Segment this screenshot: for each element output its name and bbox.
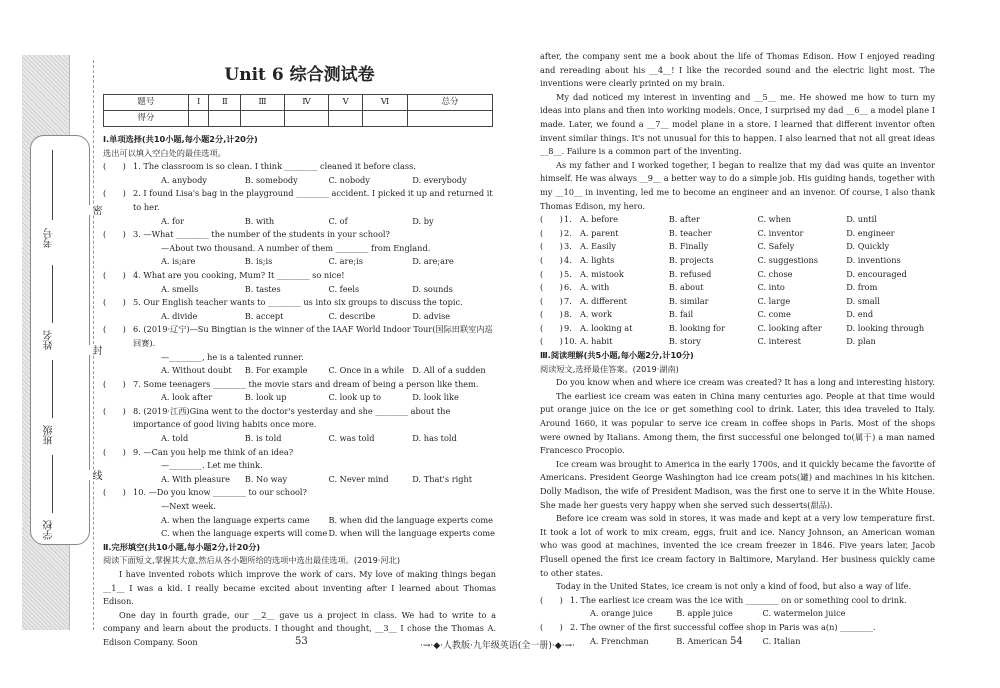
option[interactable]: D. encouraged <box>846 268 907 279</box>
option[interactable]: D. from <box>846 282 878 293</box>
cloze-option-row <box>540 322 935 336</box>
answer-paren[interactable]: ( ) <box>540 268 563 279</box>
cut-mark-xian: 线 <box>90 470 101 480</box>
score-header-cell: Ⅲ <box>241 95 284 111</box>
answer-paren[interactable]: ( ) <box>103 487 126 498</box>
question-item <box>103 187 496 214</box>
options-row <box>103 174 496 188</box>
option[interactable]: D. look like <box>412 392 459 403</box>
question-item <box>103 323 496 350</box>
option[interactable]: A. orange juice <box>590 608 653 619</box>
option[interactable]: A. Easily <box>580 241 617 252</box>
question-stem: 7. Some teenagers ________ the movie stars and dream of being a person like them. <box>133 378 479 389</box>
option[interactable]: C. when the language experts will come <box>161 528 328 539</box>
line-exam-number <box>52 150 53 220</box>
question-number: 9. <box>564 322 572 333</box>
option[interactable]: C. into <box>757 282 785 293</box>
score-header-cell: Ⅵ <box>363 95 408 111</box>
option[interactable]: C. suggestions <box>757 254 818 265</box>
option[interactable]: C. was told <box>328 433 375 444</box>
answer-paren[interactable]: ( ) <box>103 446 126 457</box>
question-item <box>103 378 496 392</box>
option[interactable]: A. lights <box>580 254 615 265</box>
answer-paren[interactable]: ( ) <box>103 297 126 308</box>
question-item <box>103 160 496 174</box>
option[interactable]: B. looking for <box>668 322 726 333</box>
option[interactable]: B. tastes <box>244 283 281 294</box>
option[interactable]: C. Once in a while <box>328 365 405 376</box>
cloze-paragraph: after, the company sent me a book about the life of Thomas Edison. How I enjoyed reading and rereading about his __4__! I like the recorded sound and the electric light most. The inventions were clearly printed on my brain. <box>540 51 935 89</box>
option[interactable]: C. Safely <box>757 241 795 252</box>
section1-questions <box>103 160 496 541</box>
option[interactable]: C. when <box>757 214 792 225</box>
question-number: 4. <box>564 254 572 265</box>
cloze-option-row <box>540 213 935 227</box>
question-number: 3. <box>564 241 572 252</box>
option[interactable]: A. told <box>161 433 189 444</box>
score-header-cell: 总分 <box>408 95 493 111</box>
option[interactable]: B. similar <box>668 295 709 306</box>
option[interactable]: C. watermelon juice <box>762 608 846 619</box>
score-header-cell: 题号 <box>104 95 189 111</box>
score-header-cell: Ⅳ <box>284 95 329 111</box>
score-cell[interactable] <box>209 111 241 127</box>
option[interactable]: B. projects <box>668 254 714 265</box>
score-cell[interactable] <box>363 111 408 127</box>
answer-paren[interactable]: ( ) <box>103 405 126 416</box>
option[interactable]: D. by <box>412 215 434 226</box>
option[interactable]: A. habit <box>580 336 613 347</box>
answer-paren[interactable]: ( ) <box>540 214 563 225</box>
page-number-right: 54 <box>730 636 743 647</box>
option[interactable]: A. for <box>161 215 184 226</box>
answer-paren[interactable]: ( ) <box>540 336 563 347</box>
option[interactable]: A. With pleasure <box>161 473 230 484</box>
section1-instruction: 选出可以填入空白处的最佳选项。 <box>103 147 226 158</box>
line-name <box>52 265 53 323</box>
cut-mark-feng: 封 <box>90 345 101 355</box>
section3-title: Ⅲ.阅读理解(共5小题,每小题2分,计10分) <box>540 350 694 361</box>
question-item <box>103 486 496 500</box>
option[interactable]: D. looking through <box>846 322 925 333</box>
cloze-option-row <box>540 254 935 268</box>
option[interactable]: C. are;is <box>328 256 363 267</box>
option[interactable]: C. Never mind <box>328 473 389 484</box>
options-row <box>103 255 496 269</box>
option[interactable]: D. inventions <box>846 254 901 265</box>
cloze-option-row <box>540 240 935 254</box>
option[interactable]: D. end <box>846 309 874 320</box>
option[interactable]: B. is told <box>244 433 282 444</box>
option[interactable]: B. For example <box>244 365 308 376</box>
section1-title: Ⅰ.单项选择(共10小题,每小题2分,计20分) <box>103 134 258 144</box>
options-row <box>103 283 496 297</box>
reading-paragraph: Do you know when and where ice cream was created? It has a long and interesting history. <box>556 377 935 388</box>
option[interactable]: C. Italian <box>762 635 801 646</box>
reading-question <box>540 621 935 635</box>
option[interactable]: D. advise <box>412 310 451 321</box>
question-stem-continued: —________. Let me think. <box>161 460 263 471</box>
option[interactable]: B. Finally <box>668 241 709 252</box>
score-cell[interactable] <box>241 111 284 127</box>
edition-footer: ·→·◆·人教版·九年级英语(全一册)·◆·→· <box>420 641 575 651</box>
option[interactable]: B. about <box>668 282 704 293</box>
question-number: 10. <box>564 336 578 347</box>
option[interactable]: A. before <box>580 214 618 225</box>
label-name: 姓名 <box>44 330 55 350</box>
line-class <box>52 360 53 418</box>
option[interactable]: A. smells <box>161 283 199 294</box>
option[interactable]: D. when will the language experts come <box>328 528 495 539</box>
option[interactable]: D. All of a sudden <box>412 365 486 376</box>
cloze-paragraph: I have invented robots which improve the work of cars. My love of making things began __1__ I was a kid. I really became excited about inventing after I learned about Thomas Edison. <box>103 569 496 607</box>
option[interactable]: C. nobody <box>328 174 370 185</box>
option[interactable]: D. engineer <box>846 227 895 238</box>
question-stem-continued: —Next week. <box>161 501 216 512</box>
cloze-option-row <box>540 308 935 322</box>
student-info-box <box>30 135 90 545</box>
question-item <box>103 405 496 432</box>
score-table <box>103 94 493 127</box>
option[interactable]: C. interest <box>757 336 801 347</box>
section2-title: Ⅱ.完形填空(共10小题,每小题2分,计20分) <box>103 541 261 552</box>
question-number: 7. <box>564 295 572 306</box>
score-header-cell: Ⅱ <box>209 95 241 111</box>
option[interactable]: A. different <box>580 295 627 306</box>
option[interactable]: A. work <box>580 309 612 320</box>
question-stem: 2. I found Lisa's bag in the playground ________ accident. I picked it up and returned it to her. <box>133 188 493 212</box>
score-header-cell: Ⅰ <box>188 95 209 111</box>
option[interactable]: A. anybody <box>161 174 207 185</box>
option[interactable]: B. apple juice <box>676 608 733 619</box>
option[interactable]: C. look up to <box>328 392 382 403</box>
option[interactable]: B. story <box>668 336 701 347</box>
left-page <box>103 60 496 650</box>
answer-paren[interactable]: ( ) <box>540 282 563 293</box>
option[interactable]: D. That's right <box>412 473 473 484</box>
option[interactable]: C. chose <box>757 268 793 279</box>
option[interactable]: B. refused <box>668 268 712 279</box>
reading-paragraph: Today in the United States, ice cream is not only a kind of food, but also a way of life. <box>556 581 912 592</box>
options-row <box>103 310 496 324</box>
reading-paragraph: The earliest ice cream was eaten in China many centuries ago. People at that time would put orange juice on the ice or get something cool to drink. Later, this idea traveled to Italy. Around 1660, it was popular to serve ice cream in coffee shops in Paris. Most of the shops were owned by Italians. Among them, the first successful one belonged to(属于) a man named Francesco Procopio. <box>540 390 935 456</box>
option[interactable]: C. feels <box>328 283 360 294</box>
option[interactable]: B. when did the language experts come <box>328 514 493 525</box>
answer-paren[interactable]: ( ) <box>540 322 563 333</box>
score-cell[interactable] <box>408 111 493 127</box>
question-number: 6. <box>564 282 572 293</box>
option[interactable]: B. look up <box>244 392 287 403</box>
question-item <box>103 446 496 460</box>
question-stem: 3. —What ________ the number of the students in your school? <box>133 229 390 240</box>
line-school <box>52 455 53 513</box>
question-stem: 4. What are you cooking, Mum? It ________ so nice! <box>133 269 345 280</box>
answer-paren[interactable]: ( ) <box>540 621 563 632</box>
question-item <box>103 296 496 310</box>
score-cell[interactable] <box>284 111 329 127</box>
page-number-left: 53 <box>295 636 308 647</box>
cloze-options <box>540 213 935 349</box>
section3-instruction: 阅读短文,选择最佳答案。(2019·湖南) <box>540 363 679 374</box>
question-number: 2. <box>564 227 572 238</box>
option[interactable]: C. come <box>757 309 791 320</box>
option[interactable]: A. is;are <box>161 256 196 267</box>
options-row <box>103 432 496 446</box>
option[interactable]: B. with <box>244 215 275 226</box>
question-stem: 10. —Do you know ________ to our school? <box>133 487 307 498</box>
option[interactable]: C. of <box>328 215 348 226</box>
options-row <box>540 607 935 621</box>
answer-paren[interactable]: ( ) <box>540 594 563 605</box>
question-number: 1. <box>564 214 572 225</box>
options-row <box>103 391 496 405</box>
label-exam-number: 考号 <box>44 228 55 248</box>
question-item <box>103 228 496 242</box>
question-stem: 1. The classroom is so clean. I think ________ cleaned it before class. <box>133 161 416 172</box>
option[interactable]: D. small <box>846 295 880 306</box>
option[interactable]: A. Without doubt <box>161 365 232 376</box>
option[interactable]: A. with <box>580 282 610 293</box>
option[interactable]: B. fail <box>668 309 694 320</box>
answer-paren[interactable]: ( ) <box>540 309 563 320</box>
answer-paren[interactable]: ( ) <box>540 227 563 238</box>
option[interactable]: C. inventor <box>757 227 804 238</box>
answer-paren[interactable]: ( ) <box>103 269 126 280</box>
cut-mark-mi: 密 <box>90 205 101 215</box>
question-stem: 5. Our English teacher wants to ________ us into six groups to discuss the topic. <box>133 297 463 308</box>
option[interactable]: B. No way <box>244 473 288 484</box>
section2-instruction: 阅读下面短文,掌握其大意,然后从各小题所给的选项中选出最佳选项。(2019·河北) <box>103 555 401 566</box>
option[interactable]: B. after <box>668 214 700 225</box>
option[interactable]: A. divide <box>161 310 198 321</box>
cloze-paragraph: As my father and I worked together, I began to realize that my dad was quite an inventor himself. He was always __9__ a better way to do a simple job. His guiding hands, together with my __10__ in inventing, led me to become an engineer and an invenor. Of course, I also thank Thomas Edison, my hero. <box>540 159 935 211</box>
score-cell[interactable] <box>329 111 363 127</box>
option[interactable]: A. when the language experts came <box>161 514 310 525</box>
option[interactable]: B. is;is <box>244 256 273 267</box>
reading-question <box>540 594 935 608</box>
option[interactable]: D. Quickly <box>846 241 890 252</box>
option[interactable]: B. accept <box>244 310 284 321</box>
option[interactable]: C. large <box>757 295 791 306</box>
option[interactable]: C. looking after <box>757 322 822 333</box>
score-cell[interactable] <box>188 111 209 127</box>
question-stem: 8. (2019·江西)Gina went to the doctor's yesterday and she ________ about the importance of good living habits once more. <box>133 405 451 430</box>
option[interactable]: D. sounds <box>412 283 453 294</box>
option[interactable]: A. parent <box>580 227 619 238</box>
question-stem-continued: —About two thousand. A number of them ________ from England. <box>161 242 431 253</box>
cloze-paragraph: One day in fourth grade, our __2__ gave us a project in class. We had to write to a company and learn about the products. I thought and thought, __3__ I chose the Thomas A. Edison Company. Soon <box>103 609 496 647</box>
options-row <box>103 364 496 378</box>
option[interactable]: B. somebody <box>244 174 298 185</box>
page-title: Unit 6 综合测试卷 <box>224 65 375 85</box>
score-header-cell: Ⅴ <box>329 95 363 111</box>
option[interactable]: B. teacher <box>668 227 712 238</box>
options-row <box>103 473 496 487</box>
option[interactable]: A. mistook <box>580 268 624 279</box>
question-stem: 2. The owner of the first successful coffee shop in Paris was a(n) ________. <box>570 621 876 632</box>
answer-paren[interactable]: ( ) <box>103 324 126 335</box>
label-class: 班级 <box>44 425 55 445</box>
answer-paren[interactable]: ( ) <box>540 254 563 265</box>
answer-paren[interactable]: ( ) <box>540 295 563 306</box>
question-item <box>103 269 496 283</box>
cloze-option-row <box>540 268 935 282</box>
option[interactable]: D. everybody <box>412 174 467 185</box>
cloze-paragraph: My dad noticed my interest in inventing and __5__ me. He showed me how to turn my ideas into plans and then into working models. Once, I surprised my dad __6__ a model plane I made. Later, we found a __7__ model plane in a store. I learned that different inventor often invent similar things. It's not unusual for this to happen. I also learned that not all great ideas __8__. Failure is a common part of the inventing. <box>540 91 935 157</box>
options-row <box>103 215 496 229</box>
option[interactable]: A. Frenchman <box>590 635 649 646</box>
reading-paragraph: Before ice cream was sold in stores, it was made and kept at a very low temperature first. It took a lot of work to mix cream, eggs, fruit and ice. Nancy Johnson, an American woman who was good at machines, invented the ice cream freezer in 1846. Five years later, Jacob Flusell opened the first ice cream factory in Baltimore, Maryland. Her business quickly came to other states. <box>540 513 935 578</box>
options-row <box>103 514 496 541</box>
cloze-option-row <box>540 335 935 349</box>
option[interactable]: D. until <box>846 214 877 225</box>
question-stem: 1. The earliest ice cream was the ice with ________ on or something cool to drink. <box>570 594 907 605</box>
option[interactable]: D. are;are <box>412 256 454 267</box>
answer-paren[interactable]: ( ) <box>103 378 126 389</box>
option[interactable]: A. looking at <box>580 322 633 333</box>
right-page <box>540 50 935 648</box>
option[interactable]: B. American <box>676 635 728 646</box>
answer-paren[interactable]: ( ) <box>540 241 563 252</box>
answer-paren[interactable]: ( ) <box>103 229 126 240</box>
question-stem: 6. (2019·辽宁)—Su Bingtian is the winner of the IAAF World Indoor Tour(国际田联室内巡回赛). <box>133 324 493 348</box>
score-row-label: 得分 <box>104 111 189 127</box>
cloze-option-row <box>540 227 935 241</box>
option[interactable]: D. plan <box>846 336 876 347</box>
reading-paragraph: Ice cream was brought to America in the early 1700s, and it quickly became the favorite of Americans. President George Washington had ice cream pots(罐) and machines in his kitchen. Dolly Madison, the wife of President Madison, was the first one to serve it in the White House. She made her guests very happy when she served such desserts(甜品). <box>540 458 936 510</box>
question-number: 5. <box>564 268 572 279</box>
cloze-option-row <box>540 295 935 309</box>
option[interactable]: C. describe <box>328 310 376 321</box>
cloze-option-row <box>540 281 935 295</box>
question-stem: 9. —Can you help me think of an idea? <box>133 446 294 457</box>
question-number: 8. <box>564 309 572 320</box>
label-school: 学校 <box>44 520 55 540</box>
answer-paren[interactable]: ( ) <box>103 188 126 199</box>
answer-paren[interactable]: ( ) <box>103 161 126 172</box>
option[interactable]: A. look after <box>161 392 213 403</box>
option[interactable]: D. has told <box>412 433 457 444</box>
question-stem-continued: —________, he is a talented runner. <box>161 351 304 362</box>
